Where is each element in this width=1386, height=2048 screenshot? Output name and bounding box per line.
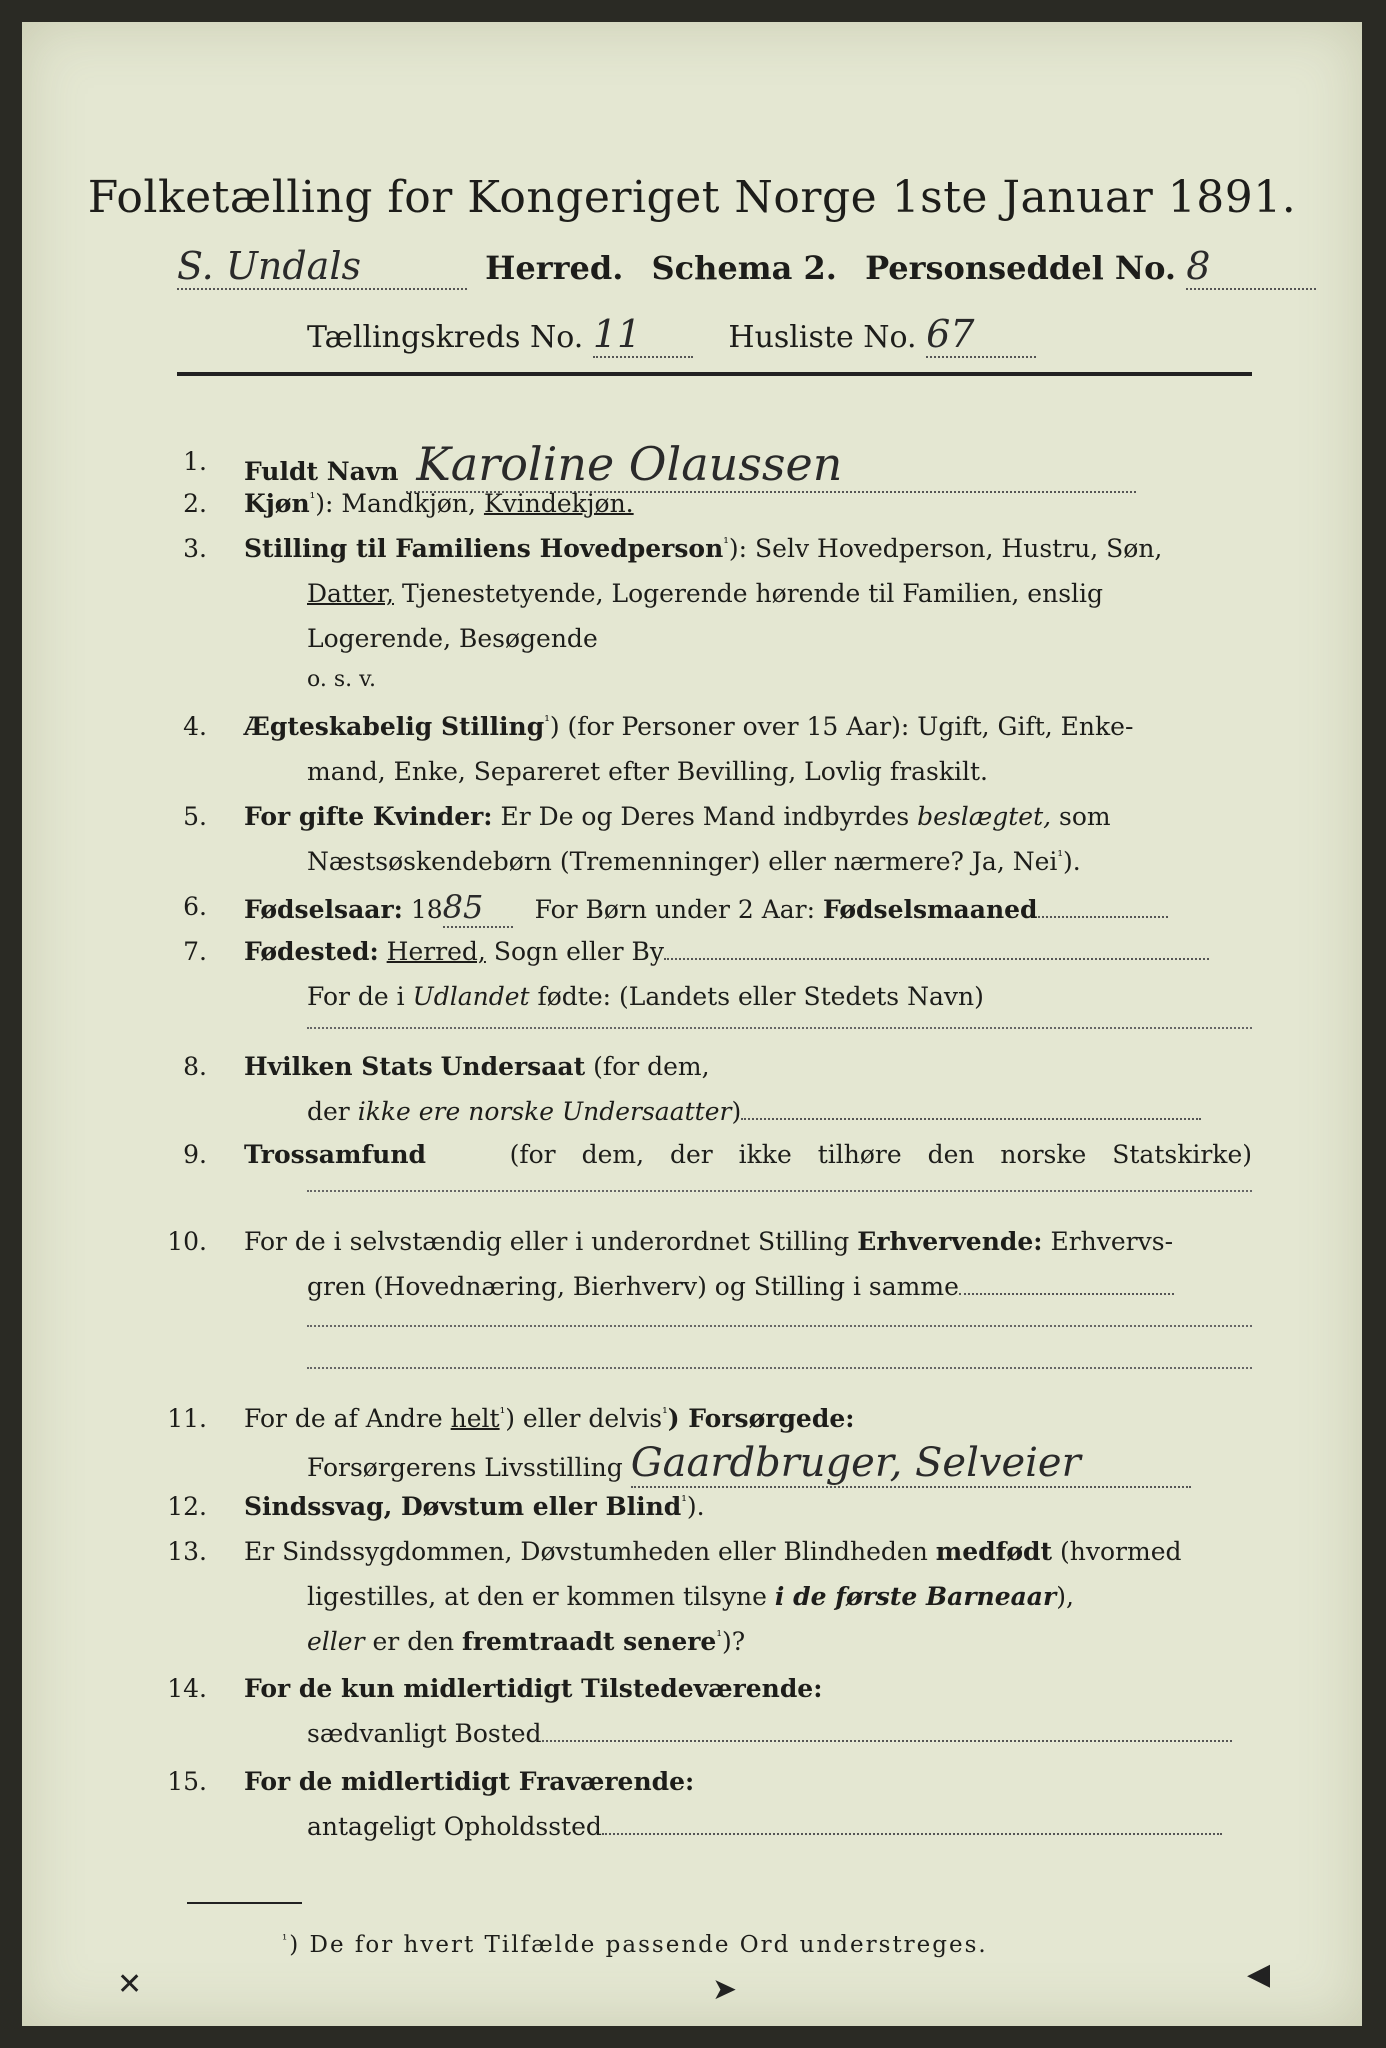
q2-text-a: ): Mandkjøn, [315, 489, 476, 518]
q4-footnote-ref: ¹ [544, 713, 550, 730]
q5-row-1 [244, 802, 1111, 831]
q8-row-2 [307, 1097, 1201, 1126]
q15-row-2 [307, 1812, 1222, 1841]
q13-row-1 [244, 1537, 1182, 1566]
q13-footnote-ref: ¹ [716, 1628, 722, 1645]
q10-answer-line-2 [307, 1367, 1252, 1369]
schema-label: Schema 2. [651, 249, 837, 287]
q6-row [244, 888, 1168, 928]
q2-label: Kjøn [244, 489, 310, 518]
q13-text-b: ligestilles, at den er kommen tilsyne [307, 1582, 767, 1611]
corner-mark-right: ◀ [1247, 1957, 1271, 1992]
q6-bold: Fødselsmaaned [823, 895, 1038, 924]
husliste-label: Husliste No. [728, 320, 917, 355]
q8-fill [741, 1118, 1201, 1120]
personseddel-label: Personseddel No. [865, 249, 1177, 287]
q3-datter: Datter, [307, 579, 394, 608]
q8-number: 8. [183, 1052, 207, 1081]
q13-text-c: er den [372, 1627, 455, 1656]
herred-label: Herred. [485, 249, 624, 287]
census-form-page [22, 22, 1362, 2026]
q6-label: Fødselsaar: [244, 895, 403, 924]
q10-bold: Erhvervende: [857, 1227, 1043, 1256]
q4-text-a: ) (for Personer over 15 Aar): Ugift, Gift, Enke- [549, 712, 1134, 741]
q1-number: 1. [183, 447, 207, 476]
q4-number: 4. [183, 712, 207, 741]
q9-text: (for dem, der ikke tilhøre den norske Statskirke) [509, 1140, 1252, 1169]
q3-number: 3. [183, 534, 207, 563]
q3-text-d: o. s. v. [307, 667, 376, 692]
q4-label: Ægteskabelig Stilling [244, 712, 545, 741]
q1-value: Karoline Olaussen [406, 437, 1136, 493]
q1-row [244, 437, 1136, 493]
q15-fill [602, 1833, 1222, 1835]
herred-value: S. Undals [177, 244, 467, 290]
q10-text-b: gren (Hovednæring, Bierhverv) og Stilling i samme [307, 1272, 959, 1301]
q6-number: 6. [183, 892, 207, 921]
q13-row-3 [307, 1627, 745, 1656]
q6-value: 85 [443, 888, 513, 928]
q5-label: For gifte Kvinder: [244, 802, 493, 831]
q13-text-c-end: )? [721, 1627, 746, 1656]
q12-end: ). [686, 1492, 705, 1521]
q7-herred: Herred, [386, 937, 486, 966]
q11-row-1 [244, 1404, 854, 1433]
q1-label: Fuldt Navn [244, 457, 399, 486]
q15-text: antageligt Opholdssted [307, 1812, 602, 1841]
q3-text-a: ): Selv Hovedperson, Hustru, Søn, [728, 534, 1163, 563]
q7-row-2 [307, 982, 984, 1011]
q7-text-a: Sogn eller By [493, 937, 665, 966]
q13-text-c-italic: eller [307, 1627, 365, 1656]
q8-label-b: Undersaat [440, 1052, 586, 1081]
q14-label: For de kun midlertidigt Tilstedeværende: [244, 1674, 823, 1703]
corner-mark-center: ➤ [712, 1972, 738, 2007]
q7-text-b-italic: Udlandet [412, 982, 530, 1011]
footnote-rule [187, 1902, 302, 1904]
q8-text-b-italic: ikke ere norske Undersaatter [357, 1097, 732, 1126]
q11-text-b: ) eller delvis [505, 1404, 663, 1433]
q7-answer-line [307, 1027, 1252, 1029]
footnote-text: ) De for hvert Tilfælde passende Ord understreges. [289, 1932, 988, 1958]
q10-number: 10. [167, 1227, 207, 1256]
q8-label-a: Hvilken Stats [244, 1052, 433, 1081]
q10-text-a-end: Erhvervs- [1050, 1227, 1174, 1256]
corner-mark-left: ✕ [117, 1967, 143, 2002]
q8-text-b-end: ) [731, 1097, 742, 1126]
q10-row-1 [244, 1227, 1173, 1256]
q6-fill [1038, 916, 1168, 918]
q11-row-2 [307, 1440, 1191, 1488]
q5-text-a-end: som [1059, 802, 1111, 831]
q13-text-b-italic: i de første Barneaar [774, 1582, 1057, 1611]
q7-number: 7. [183, 937, 207, 966]
q10-fill [959, 1293, 1174, 1295]
q5-row-2 [307, 847, 1081, 876]
q13-text-a: Er Sindssygdommen, Døvstumheden eller Blindheden [244, 1537, 928, 1566]
q4-text-b: mand, Enke, Separeret efter Bevilling, Lovlig fraskilt. [307, 757, 988, 786]
q2-number: 2. [183, 489, 207, 518]
q10-answer-line-1 [307, 1325, 1252, 1327]
q13-bold: medfødt [935, 1537, 1053, 1566]
q14-number: 14. [167, 1674, 207, 1703]
q11-text-a: For de af Andre [244, 1404, 443, 1433]
q12-footnote-ref: ¹ [681, 1493, 687, 1510]
q11-helt: helt [450, 1404, 500, 1433]
q5-text-a-italic: beslægtet, [917, 802, 1052, 831]
q3-text-b: Tjenestetyende, Logerende hørende til Familien, enslig [401, 579, 1104, 608]
q3-row-1 [244, 534, 1162, 563]
q11-text-c: Forsørgerens Livsstilling [307, 1453, 623, 1482]
taellingskreds-line [307, 312, 1036, 358]
q4-row-1 [244, 712, 1133, 741]
q7-row-1 [244, 937, 1209, 966]
q11-number: 11. [167, 1404, 207, 1433]
q13-row-2 [307, 1582, 1074, 1611]
q5-footnote-ref: ¹ [1057, 848, 1064, 865]
taellingskreds-label: Tællingskreds No. [307, 320, 584, 355]
footnote [282, 1932, 988, 1958]
q13-text-c-bold: fremtraadt senere [462, 1627, 717, 1656]
q2-text-b: Kvindekjøn. [483, 489, 634, 518]
q12-row [244, 1492, 705, 1521]
q5-text-a: Er De og Deres Mand indbyrdes [500, 802, 910, 831]
q13-number: 13. [167, 1537, 207, 1566]
q11-value: Gaardbruger, Selveier [631, 1440, 1191, 1488]
q15-number: 15. [167, 1767, 207, 1796]
q12-label: Sindssvag, Døvstum eller Blind [244, 1492, 682, 1521]
q5-number: 5. [183, 802, 207, 831]
q11-footnote-ref-1: ¹ [499, 1405, 506, 1422]
q14-fill [542, 1740, 1232, 1742]
q13-text-a-end: (hvormed [1060, 1537, 1182, 1566]
q7-fill [664, 958, 1209, 960]
husliste-value: 67 [926, 312, 1036, 358]
header-rule [177, 372, 1252, 376]
q10-text-a: For de i selvstændig eller i underordnet Stilling [244, 1227, 850, 1256]
q3-row-2 [307, 579, 1103, 608]
q5-text-b: Næstsøskendebørn (Tremenninger) eller nærmere? Ja, Nei [307, 847, 1058, 876]
footnote-sup: ¹ [282, 1932, 290, 1948]
q14-row-2 [307, 1719, 1232, 1748]
q9-label: Trossamfund [244, 1140, 427, 1169]
q8-text-a: (for dem, [593, 1052, 710, 1081]
q6-text: For Børn under 2 Aar: [534, 895, 816, 924]
q9-row [244, 1140, 1252, 1169]
q6-prefix: 18 [410, 895, 443, 924]
q5-text-b-end: ). [1063, 847, 1081, 876]
q3-footnote-ref: ¹ [723, 535, 729, 552]
q9-number: 9. [183, 1140, 207, 1169]
personseddel-value: 8 [1186, 244, 1316, 290]
q7-text-b-a: For de i [307, 982, 405, 1011]
herred-line [177, 244, 1316, 290]
form-title: Folketælling for Kongeriget Norge 1ste Januar 1891. [87, 172, 1297, 223]
q3-text-c: Logerende, Besøgende [307, 624, 598, 653]
q8-text-b-a: der [307, 1097, 350, 1126]
q13-text-b-end: ), [1056, 1582, 1074, 1611]
q10-row-2 [307, 1272, 1174, 1301]
q2-footnote-ref: ¹ [309, 490, 316, 507]
q15-label: For de midlertidigt Fraværende: [244, 1767, 695, 1796]
q3-label: Stilling til Familiens Hovedperson [244, 534, 724, 563]
q11-footnote-ref-2: ¹ [662, 1405, 668, 1422]
q7-label: Fødested: [244, 937, 379, 966]
q14-text: sædvanligt Bosted [307, 1719, 542, 1748]
q9-answer-line [307, 1190, 1252, 1192]
q12-number: 12. [167, 1492, 207, 1521]
taellingskreds-value: 11 [593, 312, 693, 358]
q11-bold: ) Forsørgede: [667, 1404, 855, 1433]
q8-row-1 [244, 1052, 710, 1081]
q2-row [244, 489, 634, 518]
q7-text-b-end: fødte: (Landets eller Stedets Navn) [537, 982, 984, 1011]
